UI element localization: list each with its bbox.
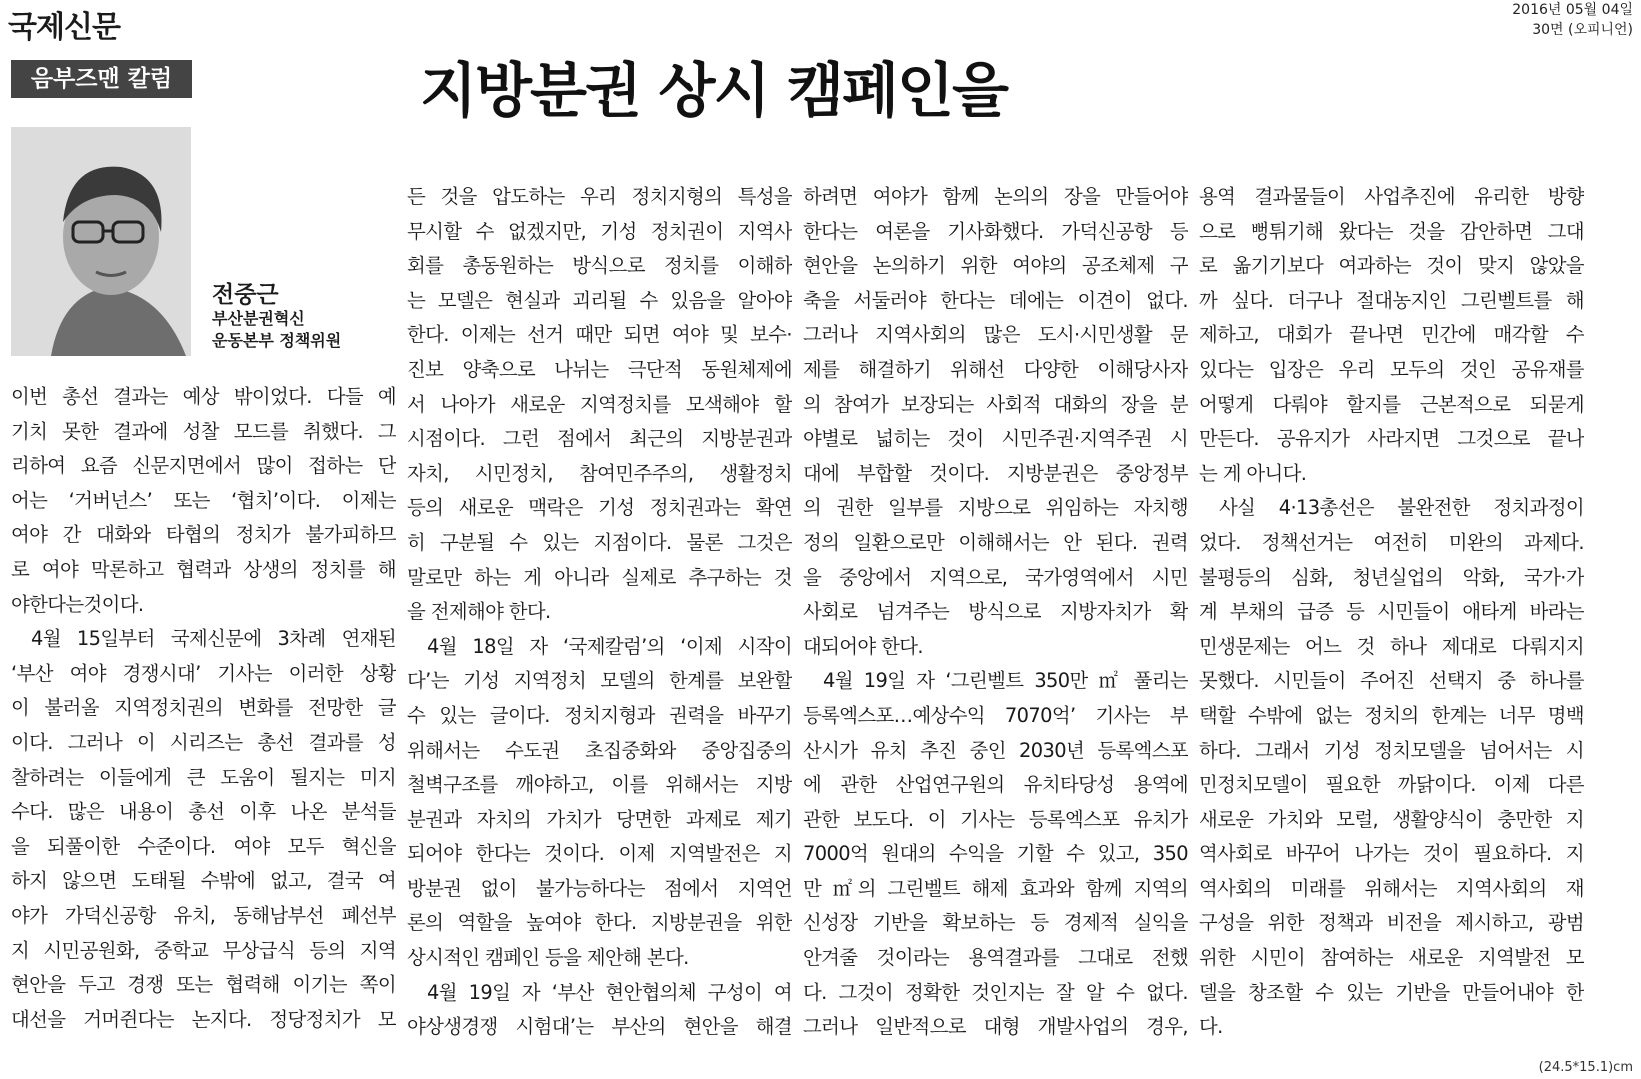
- article-line: 는 게 아니다.: [1199, 461, 1307, 485]
- article-line: 하다. 그래서 기성 정치모델을 넘어서는 시: [1199, 738, 1584, 762]
- article-line: 대에 부합할 것이다. 지방분권은 중앙정부: [803, 461, 1188, 485]
- article-column-4: [1199, 180, 1584, 1045]
- article-line: 민생문제는 어느 것 하나 제대로 다뤄지지: [1199, 634, 1584, 658]
- article-line: 야한다는것이다.: [11, 592, 144, 616]
- article-line: 구성을 위한 정책과 비전을 제시하고, 광범: [1199, 911, 1584, 935]
- article-line: 철벽구조를 깨야하고, 이를 위해서는 지방: [407, 773, 792, 797]
- article-line: 말로만 하는 게 아니라 실제로 추구하는 것: [407, 565, 792, 589]
- article-line: 어는 ‘거버넌스’ 또는 ‘협치’이다. 이제는: [11, 488, 396, 512]
- article-line: 다’는 기성 지역정치 모델의 한계를 보완할: [407, 669, 792, 693]
- article-line: 의 권한 일부를 지방으로 위임하는 자치행: [803, 496, 1188, 520]
- article-line: 야가 가덕신공항 유치, 동해남부선 폐선부: [11, 903, 396, 927]
- article-line: 다. 그것이 정확한 것인지는 잘 알 수 없다.: [803, 980, 1188, 1004]
- article-line: 시점이다. 그런 점에서 최근의 지방분권과: [407, 427, 792, 451]
- article-line: 새로운 가치와 모럴, 생활양식이 충만한 지: [1199, 807, 1584, 831]
- article-line: 수다. 많은 내용이 총선 이후 나온 분석들: [11, 800, 396, 824]
- article-line: 있다는 입장은 우리 모두의 것인 공유재를: [1199, 357, 1584, 381]
- article-line: 안겨줄 것이라는 용역결과를 그대로 전했: [803, 946, 1188, 970]
- article-line: 등록엑스포…예상수익 7070억’ 기사는 부: [803, 703, 1188, 727]
- article-line: 로 옮기기보다 여과하는 것이 맞지 않았을: [1199, 254, 1584, 278]
- article-line: 으로 뻥튀기해 왔다는 것을 감안하면 그대: [1199, 219, 1584, 243]
- article-line: 자치, 시민정치, 참여민주주의, 생활정치: [407, 461, 792, 485]
- article-line: 4월 19일 자 ‘부산 현안협의체 구성이 여: [427, 980, 792, 1004]
- article-line: 무시할 수 없겠지만, 기성 정치권이 지역사: [407, 219, 792, 243]
- article-line: 었다. 정책선거는 여전히 미완의 과제다.: [1199, 530, 1584, 554]
- article-line: 관한 보도다. 이 기사는 등록엑스포 유치가: [803, 807, 1188, 831]
- article-line: 한다. 이제는 선거 때만 되면 여야 및 보수·: [407, 323, 792, 347]
- article-line: 리하여 요즘 신문지면에서 많이 접하는 단: [11, 454, 396, 478]
- article-line: 진보 양축으로 나뉘는 극단적 동원체제에: [407, 357, 792, 381]
- article-line: 사회로 넘겨주는 방식으로 지방자치가 확: [803, 600, 1188, 624]
- article-line: 다.: [1199, 1015, 1223, 1039]
- article-line: ‘부산 여야 경쟁시대’ 기사는 이러한 상황: [11, 661, 396, 685]
- article-column-2: [407, 180, 792, 1045]
- article-line: 야별로 넓히는 것이 시민주권·지역주권 시: [803, 427, 1188, 451]
- article-line: 역사회로 바꾸어 나가는 것이 필요하다. 지: [1199, 842, 1584, 866]
- article-line: 의 참여가 보장되는 사회적 대화의 장을 분: [803, 392, 1188, 416]
- article-column-3: [803, 180, 1188, 1045]
- article-line: 용역 결과물들이 사업추진에 유리한 방향: [1199, 185, 1584, 208]
- article-line: 하지 않으면 도태될 수밖에 없고, 결국 여: [11, 869, 396, 893]
- article-line: 상시적인 캠페인 등을 제안해 본다.: [407, 946, 689, 970]
- article-line: 4월 18일 자 ‘국제칼럼’의 ‘이제 시작이: [427, 634, 792, 658]
- article-line: 만든다. 공유지가 사라지면 그것으로 끝나: [1199, 427, 1584, 451]
- article-line: 야상생경쟁 시험대’는 부산의 현안을 해결: [407, 1015, 792, 1039]
- article-line: 제하고, 대회가 끝나면 민간에 매각할 수: [1199, 323, 1584, 347]
- article-line: 까 싶다. 더구나 절대농지인 그린벨트를 해: [1199, 288, 1584, 312]
- article-line: 대선을 거머쥔다는 논지다. 정당정치가 모: [11, 1007, 396, 1031]
- article-line: 델을 창조할 수 있는 기반을 만들어내야 한: [1199, 980, 1584, 1004]
- article-line: 론의 역할을 높여야 한다. 지방분권을 위한: [407, 911, 792, 935]
- article-line: 위한 시민이 참여하는 새로운 지역발전 모: [1199, 946, 1584, 970]
- size-note: (24.5*15.1)cm: [1538, 1060, 1633, 1075]
- article-line: 되어야 한다는 것이다. 이제 지역발전은 지: [407, 842, 792, 866]
- column-label: 음부즈맨 칼럼: [11, 60, 192, 98]
- author-title-line2: 운동본부 정책위원: [212, 331, 342, 350]
- article-line: 4월 15일부터 국제신문에 3차례 연재된: [31, 627, 396, 651]
- article-line: 분권과 자치의 가치가 당면한 과제로 제기: [407, 807, 792, 831]
- article-line: 는 모델은 현실과 괴리될 수 있음을 알아야: [407, 288, 792, 312]
- article-line: 든 것을 압도하는 우리 정치지형의 특성을: [407, 185, 792, 208]
- article-line: 계 부채의 급증 등 시민들이 애타게 바라는: [1199, 600, 1584, 624]
- article-line: 역사회의 미래를 위해서는 지역사회의 재: [1199, 876, 1584, 900]
- article-line: 만 ㎡의 그린벨트 해제 효과와 함께 지역의: [803, 876, 1188, 900]
- article-line: 을 중앙에서 지역으로, 국가영역에서 시민: [803, 565, 1188, 589]
- article-line: 택할 수밖에 없는 정치의 한계는 너무 명백: [1199, 703, 1584, 727]
- article-line: 수 있는 글이다. 정치지형과 권력을 바꾸기: [407, 703, 792, 727]
- article-line: 그러나 지역사회의 많은 도시·시민생활 문: [803, 323, 1188, 347]
- author-title-line1: 부산분권혁신: [212, 309, 305, 328]
- article-line: 이 불러올 지역정치권의 변화를 전망한 글: [11, 696, 396, 720]
- article-line: 4월 19일 자 ‘그린벨트 350만 ㎡ 풀리는: [823, 669, 1188, 693]
- article-line: 7000억 원대의 수익을 기할 수 있고, 350: [803, 842, 1188, 866]
- article-line: 기치 못한 결과에 성찰 모드를 취했다. 그: [11, 419, 396, 443]
- article-line: 로 여야 막론하고 협력과 상생의 정치를 해: [11, 557, 396, 581]
- publish-date: 2016년 05월 04일: [1512, 2, 1633, 18]
- article-line: 사실 4·13총선은 불완전한 정치과정이: [1219, 496, 1584, 520]
- article-line: 서 나아가 새로운 지역정치를 모색해야 할: [407, 392, 792, 416]
- article-line: 히 구분될 수 있는 지점이다. 물론 그것은: [407, 530, 792, 554]
- article-line: 그러나 일반적으로 대형 개발사업의 경우,: [803, 1015, 1188, 1039]
- article-line: 지 시민공원화, 중학교 무상급식 등의 지역: [11, 938, 396, 962]
- dateline: [1512, 0, 1633, 40]
- article-line: 축을 서둘러야 한다는 데에는 이견이 없다.: [803, 288, 1188, 312]
- article-line: 여야 간 대화와 타협의 정치가 불가피하므: [11, 523, 396, 547]
- article-line: 민정치모델이 필요한 까닭이다. 이제 다른: [1199, 773, 1584, 797]
- article-line: 이다. 그러나 이 시리즈는 총선 결과를 성: [11, 730, 396, 754]
- article-line: 불평등의 심화, 청년실업의 악화, 국가·가: [1199, 565, 1584, 589]
- author-name: 전중근: [212, 282, 279, 308]
- article-line: 위해서는 수도권 초집중화와 중앙집중의: [407, 738, 792, 762]
- author-title: [212, 308, 341, 352]
- article-line: 찰하려는 이들에게 큰 도움이 될지는 미지: [11, 765, 396, 789]
- page-section: 30면 (오피니언): [1532, 22, 1633, 38]
- article-line: 현안을 두고 경쟁 또는 협력해 이기는 쪽이: [11, 973, 396, 997]
- article-line: 방분권 없이 불가능하다는 점에서 지역언: [407, 876, 792, 900]
- article-line: 이번 총선 결과는 예상 밖이었다. 다들 예: [11, 385, 396, 408]
- article-line: 회를 총동원하는 방식으로 정치를 이해하: [407, 254, 792, 278]
- article-line: 어떻게 다뤄야 할지를 근본적으로 되묻게: [1199, 392, 1584, 416]
- portrait-illustration: [11, 127, 191, 356]
- article-line: 산시가 유치 추진 중인 2030년 등록엑스포: [803, 738, 1188, 762]
- article-line: 못했다. 시민들이 주어진 선택지 중 하나를: [1199, 669, 1584, 693]
- article-line: 정의 일환으로만 이해해서는 안 된다. 권력: [803, 530, 1188, 554]
- article-line: 하려면 여야가 함께 논의의 장을 만들어야: [803, 185, 1188, 208]
- article-line: 신성장 기반을 확보하는 등 경제적 실익을: [803, 911, 1188, 935]
- article-line: 대되어야 한다.: [803, 634, 923, 658]
- article-line: 에 관한 산업연구원의 유치타당성 용역에: [803, 773, 1188, 797]
- headline: 지방분권 상시 캠페인을: [420, 56, 1008, 125]
- article-line: 등의 새로운 맥락은 기성 정치권과는 확연: [407, 496, 792, 520]
- newspaper-masthead: 국제신문: [8, 10, 120, 45]
- article-line: 한다는 여론을 기사화했다. 가덕신공항 등: [803, 219, 1188, 243]
- article-line: 을 되풀이한 수준이다. 여야 모두 혁신을: [11, 834, 396, 858]
- article-line: 을 전제해야 한다.: [407, 600, 551, 624]
- article-line: 제를 해결하기 위해선 다양한 이해당사자: [803, 357, 1188, 381]
- article-column-1: [11, 380, 396, 1037]
- author-photo: [11, 127, 191, 356]
- article-line: 현안을 논의하기 위한 여야의 공조체제 구: [803, 254, 1188, 278]
